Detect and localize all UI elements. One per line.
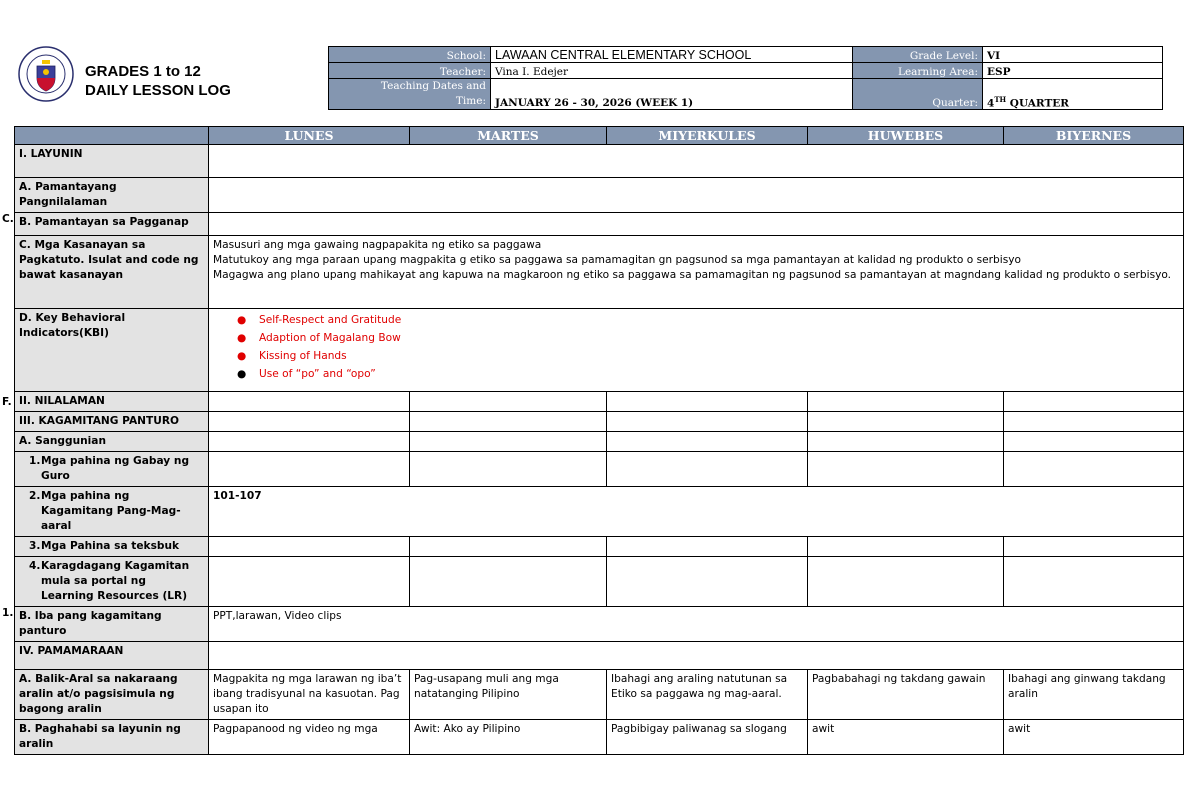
- cell: [808, 392, 1004, 412]
- table-row: [15, 452, 1184, 487]
- table-row: [15, 392, 1184, 412]
- cell: [410, 557, 607, 607]
- row-label-text: Mga Pahina sa teksbuk: [41, 540, 180, 552]
- teaching-dates-value: JANUARY 26 - 30, 2026 (WEEK 1): [491, 79, 853, 110]
- row-label-text: Karagdagang Kagamitan mula sa portal ng Learning Resources (LR): [41, 560, 190, 602]
- cell-balik-aral-martes: Pag-usapang muli ang mga natatanging Pilipino: [410, 670, 607, 720]
- school-value: LAWAAN CENTRAL ELEMENTARY SCHOOL: [491, 47, 853, 63]
- school-label: School:: [329, 47, 491, 63]
- kbi-list: [213, 311, 1179, 383]
- day-lunes: LUNES: [209, 127, 410, 145]
- cell: [209, 537, 410, 557]
- table-row: [15, 432, 1184, 452]
- table-row: [15, 642, 1184, 670]
- row-label-paghahabi: B. Paghahabi sa layunin ng aralin: [15, 720, 209, 755]
- row-label-pamamaraan: IV. PAMAMARAAN: [15, 642, 209, 670]
- cell-iba-pang: PPT,larawan, Video clips: [209, 607, 1184, 642]
- table-row: [15, 487, 1184, 537]
- cell-balik-aral-huwebes: Pagbabahagi ng takdang gawain: [808, 670, 1004, 720]
- cell: [607, 537, 808, 557]
- teaching-dates-label: [329, 79, 491, 110]
- cell: [209, 557, 410, 607]
- cell: [1004, 537, 1184, 557]
- kbi-item-text: Self-Respect and Gratitude: [259, 314, 402, 326]
- learning-area-value: ESP: [983, 63, 1163, 79]
- cell: [808, 537, 1004, 557]
- bullet-icon: ●: [237, 350, 247, 362]
- cell-balik-aral-miyerkules: Ibahagi ang araling natutunan sa Etiko sa paggawa ng mag-aaral.: [607, 670, 808, 720]
- title-line-2: DAILY LESSON LOG: [85, 82, 231, 99]
- cell: [410, 432, 607, 452]
- title-line-1: GRADES 1 to 12: [85, 63, 201, 80]
- kbi-item-text: Kissing of Hands: [259, 350, 347, 362]
- cell: [410, 392, 607, 412]
- lesson-log-table: [14, 126, 1184, 755]
- cell: [1004, 432, 1184, 452]
- cell: [607, 412, 808, 432]
- quarter-label: Quarter:: [853, 79, 983, 110]
- quarter-number: 4: [987, 97, 995, 109]
- kbi-item: [237, 365, 1179, 383]
- cell: [1004, 392, 1184, 412]
- table-row: [15, 607, 1184, 642]
- grade-level-value: VI: [983, 47, 1163, 63]
- table-row: [15, 213, 1184, 236]
- side-mark-c: C.: [2, 213, 14, 225]
- learning-area-label: Learning Area:: [853, 63, 983, 79]
- cell: [209, 392, 410, 412]
- teaching-dates-label-1: Teaching Dates and: [380, 80, 486, 92]
- row-label-kasanayan: C. Mga Kasanayan sa Pagkatuto. Isulat and code ng bawat kasanayan: [15, 236, 209, 309]
- kbi-item-text: Adaption of Magalang Bow: [259, 332, 401, 344]
- row-label-nilalaman: II. NILALAMAN: [15, 392, 209, 412]
- row-label-karagdagang: [15, 557, 209, 607]
- row-label-text: Mga pahina ng Gabay ng Guro: [41, 455, 190, 482]
- row-number: 1.: [29, 455, 41, 467]
- blank-header: [15, 127, 209, 145]
- kbi-item: [237, 329, 1179, 347]
- kbi-item: [237, 311, 1179, 329]
- cell-paghahabi-huwebes: awit: [808, 720, 1004, 755]
- table-row: [15, 145, 1184, 178]
- cell: [607, 452, 808, 487]
- cell: [209, 452, 410, 487]
- document-title: [85, 62, 231, 100]
- row-label-teksbuk: [15, 537, 209, 557]
- bullet-icon: ●: [237, 314, 247, 326]
- bullet-icon: ●: [237, 332, 247, 344]
- side-mark-f: F.: [2, 396, 12, 408]
- cell: [607, 557, 808, 607]
- row-label-iba-pang: B. Iba pang kagamitang panturo: [15, 607, 209, 642]
- teacher-value: Vina I. Edejer: [491, 63, 853, 79]
- grade-level-label: Grade Level:: [853, 47, 983, 63]
- row-label-pang-mag-aaral: [15, 487, 209, 537]
- cell-kasanayan: [209, 236, 1184, 309]
- side-mark-1: 1.: [2, 607, 14, 619]
- cell: [410, 452, 607, 487]
- kasanayan-line: Magagwa ang plano upang mahikayat ang kapuwa na magkaroon ng etiko sa paggawa sa pamamagitan ng pagsunod sa pamantayan at magndang kalidad ng produkto o serbisyo.: [213, 269, 1172, 281]
- row-label-balik-aral: A. Balik-Aral sa nakaraang aralin at/o pagsisimula ng bagong aralin: [15, 670, 209, 720]
- quarter-value: [983, 79, 1163, 110]
- row-label-pamantayang: A. Pamantayang Pangnilalaman: [15, 178, 209, 213]
- table-row: [15, 537, 1184, 557]
- cell-paghahabi-miyerkules: Pagbibigay paliwanag sa slogang: [607, 720, 808, 755]
- table-row: [15, 236, 1184, 309]
- cell: [808, 412, 1004, 432]
- cell-balik-aral-lunes: Magpakita ng mga larawan ng iba’t ibang tradisyunal na kasuotan. Pag usapan ito: [209, 670, 410, 720]
- row-number: 2.: [29, 490, 41, 502]
- row-number: 4.: [29, 560, 41, 572]
- row-label-kbi: D. Key Behavioral Indicators(KBI): [15, 309, 209, 392]
- table-row: [15, 178, 1184, 213]
- row-label-kagamitan: III. KAGAMITANG PANTURO: [15, 412, 209, 432]
- cell: [1004, 557, 1184, 607]
- table-row: [15, 412, 1184, 432]
- cell: [209, 412, 410, 432]
- cell-pamantayan-pagganap: [209, 213, 1184, 236]
- header-info-table: [328, 46, 1163, 110]
- kbi-item: [237, 347, 1179, 365]
- kbi-item-text: Use of “po” and “opo”: [259, 368, 376, 380]
- bullet-icon: ●: [237, 368, 247, 380]
- cell: [808, 557, 1004, 607]
- row-label-gabay: [15, 452, 209, 487]
- teaching-dates-label-2: Time:: [455, 95, 486, 107]
- cell-pamamaraan: [209, 642, 1184, 670]
- cell-balik-aral-biyernes: Ibahagi ang ginwang takdang aralin: [1004, 670, 1184, 720]
- cell: [808, 452, 1004, 487]
- cell: [607, 392, 808, 412]
- cell: [410, 412, 607, 432]
- day-huwebes: HUWEBES: [808, 127, 1004, 145]
- table-row: [15, 670, 1184, 720]
- cell-paghahabi-lunes: Pagpapanood ng video ng mga: [209, 720, 410, 755]
- day-miyerkules: MIYERKULES: [607, 127, 808, 145]
- row-number: 3.: [29, 540, 41, 552]
- cell-layunin: [209, 145, 1184, 178]
- row-label-pamantayan-pagganap: B. Pamantayan sa Pagganap: [15, 213, 209, 236]
- cell-pages: 101-107: [209, 487, 1184, 537]
- row-label-sanggunian: A. Sanggunian: [15, 432, 209, 452]
- deped-seal-icon: [18, 46, 74, 102]
- cell: [808, 432, 1004, 452]
- cell: [607, 432, 808, 452]
- cell-paghahabi-biyernes: awit: [1004, 720, 1184, 755]
- day-biyernes: BIYERNES: [1004, 127, 1184, 145]
- row-label-layunin: I. LAYUNIN: [15, 145, 209, 178]
- cell: [1004, 452, 1184, 487]
- day-header-row: [15, 127, 1184, 145]
- cell-paghahabi-martes: Awit: Ako ay Pilipino: [410, 720, 607, 755]
- table-row: [15, 557, 1184, 607]
- cell-kbi: [209, 309, 1184, 392]
- cell-pamantayang: [209, 178, 1184, 213]
- cell: [209, 432, 410, 452]
- cell: [1004, 412, 1184, 432]
- cell: [410, 537, 607, 557]
- quarter-text: QUARTER: [1006, 97, 1070, 109]
- table-row: [15, 720, 1184, 755]
- table-row: [15, 309, 1184, 392]
- quarter-suffix: TH: [994, 94, 1007, 104]
- kasanayan-line: Masusuri ang mga gawaing nagpapakita ng etiko sa paggawa: [213, 239, 542, 251]
- teacher-label: Teacher:: [329, 63, 491, 79]
- row-label-text: Mga pahina ng Kagamitang Pang-Mag-aaral: [41, 490, 181, 532]
- day-martes: MARTES: [410, 127, 607, 145]
- kasanayan-line: Matutukoy ang mga paraan upang magpakita g etiko sa paggawa sa pamamagitan gn pagsunod sa mga pamantayan at kalidad ng produkto o serbisyo: [213, 254, 1021, 266]
